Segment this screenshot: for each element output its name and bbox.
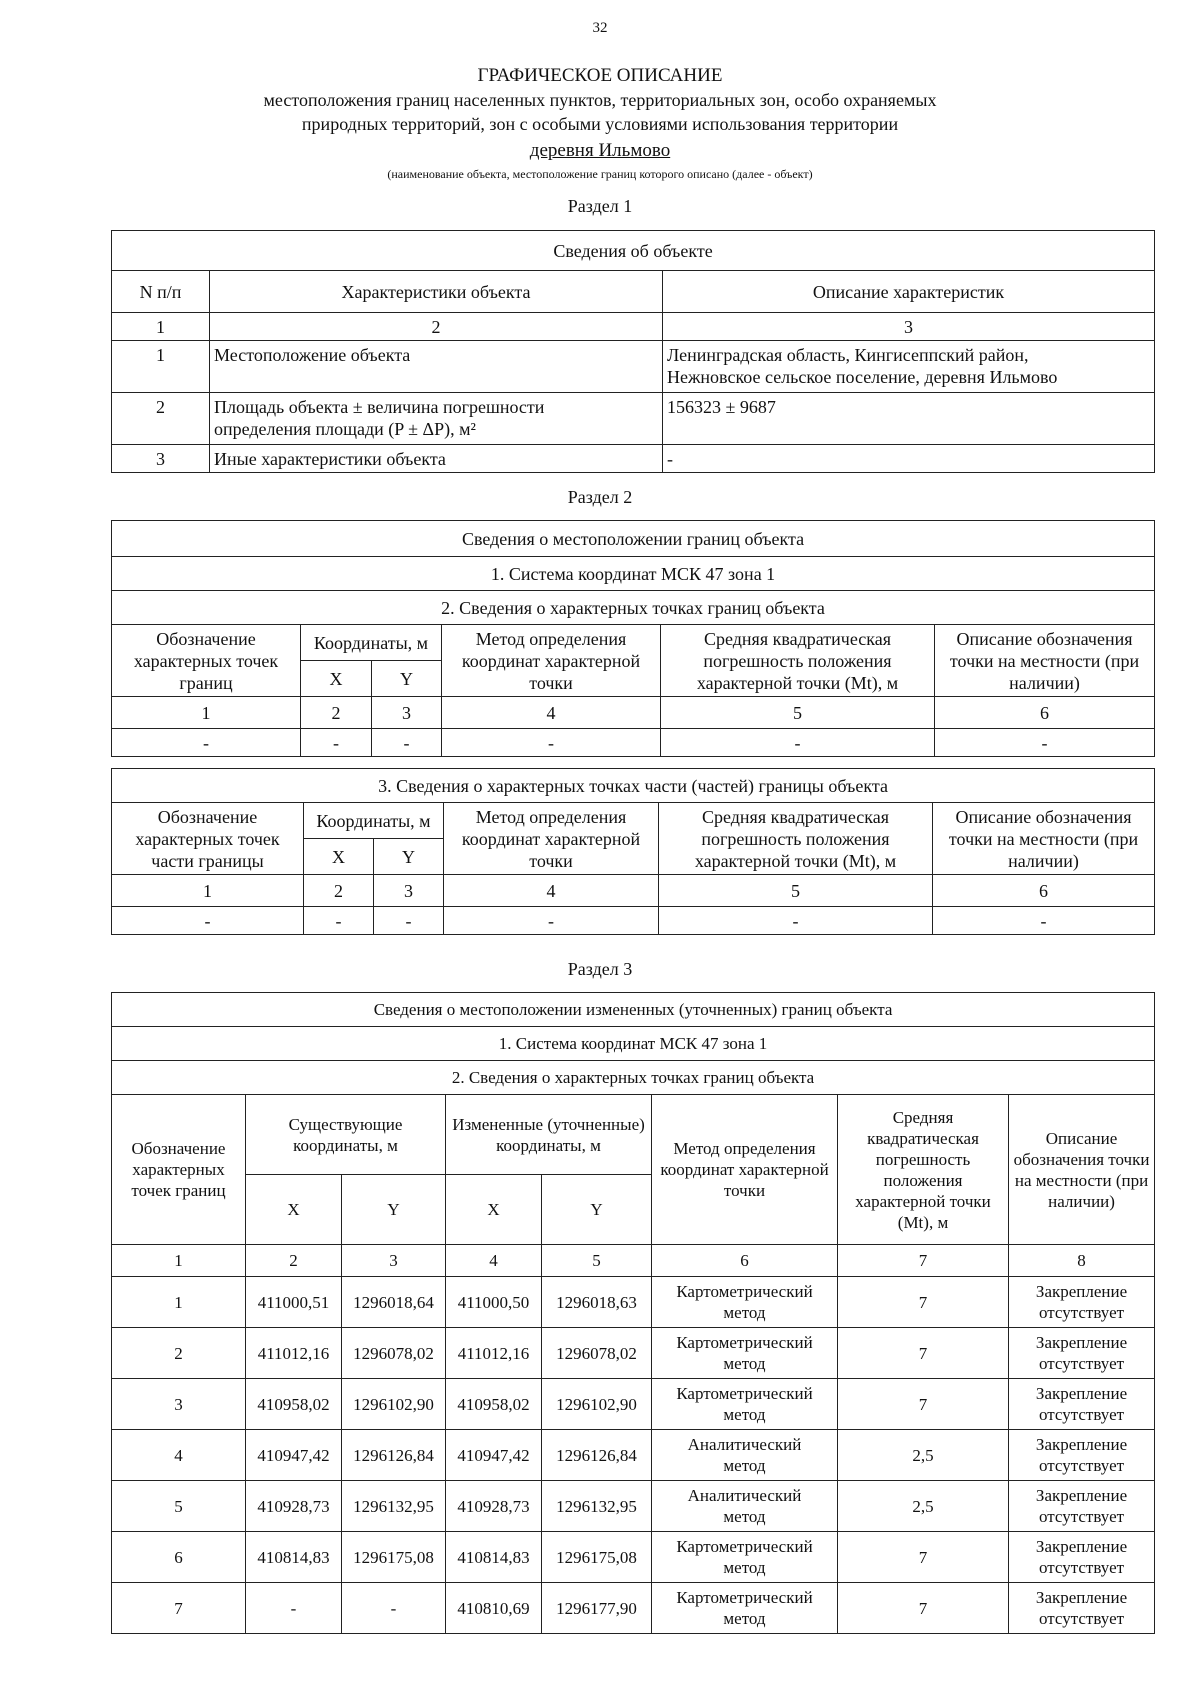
section1-column-number: 3 bbox=[663, 313, 1155, 341]
description-line: Закрепление bbox=[1035, 1282, 1128, 1301]
section3-table bbox=[111, 992, 1155, 1634]
table-row bbox=[112, 729, 1155, 757]
description-line: отсутствует bbox=[1039, 1405, 1125, 1424]
existing-x: 411012,16 bbox=[246, 1328, 342, 1379]
description-line: отсутствует bbox=[1039, 1456, 1125, 1475]
method-cell bbox=[652, 1379, 838, 1430]
description-line: Нежновское сельское поселение, деревня Ильмово bbox=[667, 367, 1058, 387]
existing-y: - bbox=[342, 1583, 446, 1634]
section1-column-number: 2 bbox=[210, 313, 663, 341]
existing-x: 411000,51 bbox=[246, 1277, 342, 1328]
document-subtitle-line2: природных территорий, зон с особыми условиями использования территории bbox=[301, 114, 899, 134]
header-changed-coordinates: Измененные (уточненные) координаты, м bbox=[446, 1095, 652, 1175]
table-row bbox=[112, 1583, 1155, 1634]
column-number: 1 bbox=[112, 875, 304, 907]
changed-x: 410810,69 bbox=[446, 1583, 542, 1634]
section1-column-number: 1 bbox=[112, 313, 210, 341]
header-method: Метод определения координат характерной точки bbox=[652, 1095, 838, 1245]
point-number: 1 bbox=[112, 1277, 246, 1328]
characteristic-cell: Иные характеристики объекта bbox=[210, 445, 663, 473]
table-row bbox=[112, 445, 1155, 473]
existing-x: 410947,42 bbox=[246, 1430, 342, 1481]
method-line: Картометрический bbox=[676, 1282, 813, 1301]
section3-table-title: Сведения о местоположении измененных (уточненных) границ объекта bbox=[112, 993, 1155, 1027]
empty-cell: - bbox=[301, 729, 372, 757]
points-table-body bbox=[112, 1277, 1155, 1634]
existing-y: 1296078,02 bbox=[342, 1328, 446, 1379]
empty-cell: - bbox=[112, 729, 301, 757]
document-title: ГРАФИЧЕСКОЕ ОПИСАНИЕ bbox=[477, 65, 723, 86]
header-method: Метод определения координат характерной точки bbox=[444, 803, 659, 875]
empty-cell: - bbox=[372, 729, 442, 757]
point-number: 3 bbox=[112, 1379, 246, 1430]
description-line: отсутствует bbox=[1039, 1558, 1125, 1577]
section1-label: Раздел 1 bbox=[567, 196, 633, 216]
method-line: метод bbox=[723, 1558, 766, 1577]
description-line: Закрепление bbox=[1035, 1333, 1128, 1352]
description-line: Закрепление bbox=[1035, 1486, 1128, 1505]
existing-x: 410814,83 bbox=[246, 1532, 342, 1583]
method-cell bbox=[652, 1430, 838, 1481]
table-row bbox=[112, 1277, 1155, 1328]
description-line: Закрепление bbox=[1035, 1435, 1128, 1454]
object-note: (наименование объекта, местоположение границ которого описано (далее - объект) bbox=[387, 167, 813, 181]
empty-cell: - bbox=[659, 907, 933, 935]
description-line: Закрепление bbox=[1035, 1384, 1128, 1403]
section1-header-characteristic: Характеристики объекта bbox=[210, 271, 663, 313]
object-name-line bbox=[0, 138, 1200, 163]
changed-y: 1296102,90 bbox=[542, 1379, 652, 1430]
header-changed-y: Y bbox=[542, 1175, 652, 1245]
method-line: Картометрический bbox=[676, 1588, 813, 1607]
header-error: Средняя квадратическая погрешность положения характерной точки (Mt), м bbox=[661, 625, 935, 697]
empty-cell: - bbox=[112, 907, 304, 935]
column-number: 5 bbox=[542, 1245, 652, 1277]
description-line: Ленинградская область, Кингисеппский район, bbox=[667, 345, 1029, 365]
header-changed-x: X bbox=[446, 1175, 542, 1245]
existing-y: 1296132,95 bbox=[342, 1481, 446, 1532]
method-line: Картометрический bbox=[676, 1537, 813, 1556]
column-number: 4 bbox=[442, 697, 661, 729]
description-cell: - bbox=[663, 445, 1155, 473]
header-designation: Обозначение характерных точек границ bbox=[112, 625, 301, 697]
description-cell bbox=[1009, 1532, 1155, 1583]
method-cell bbox=[652, 1277, 838, 1328]
header-designation-part: Обозначение характерных точек части границы bbox=[112, 803, 304, 875]
section3-coord-system: 1. Система координат МСК 47 зона 1 bbox=[112, 1027, 1155, 1061]
method-cell bbox=[652, 1328, 838, 1379]
method-line: метод bbox=[723, 1354, 766, 1373]
description-line: отсутствует bbox=[1039, 1609, 1125, 1628]
characteristic-cell bbox=[210, 341, 663, 393]
empty-cell: - bbox=[661, 729, 935, 757]
header-y: Y bbox=[374, 839, 444, 875]
description-line: Закрепление bbox=[1035, 1537, 1128, 1556]
object-name: деревня Ильмово bbox=[529, 140, 671, 161]
column-number: 2 bbox=[301, 697, 372, 729]
changed-y: 1296177,90 bbox=[542, 1583, 652, 1634]
section1-header-description: Описание характеристик bbox=[663, 271, 1155, 313]
column-number: 3 bbox=[342, 1245, 446, 1277]
header-description: Описание обозначения точки на местности (при наличии) bbox=[933, 803, 1155, 875]
description-line: отсутствует bbox=[1039, 1507, 1125, 1526]
section2-label: Раздел 2 bbox=[567, 487, 633, 507]
empty-cell: - bbox=[374, 907, 444, 935]
column-number: 4 bbox=[446, 1245, 542, 1277]
section2-table-title: Сведения о местоположении границ объекта bbox=[112, 521, 1155, 557]
header-existing-x: X bbox=[246, 1175, 342, 1245]
empty-cell: - bbox=[442, 729, 661, 757]
changed-x: 410947,42 bbox=[446, 1430, 542, 1481]
changed-x: 410958,02 bbox=[446, 1379, 542, 1430]
description-cell bbox=[1009, 1379, 1155, 1430]
mt-value: 7 bbox=[838, 1583, 1009, 1634]
document-subtitle-line1: местоположения границ населенных пунктов, территориальных зон, особо охраняемых bbox=[263, 90, 937, 110]
method-line: Аналитический bbox=[687, 1435, 802, 1454]
header-coordinates: Координаты, м bbox=[301, 625, 442, 661]
existing-x: 410928,73 bbox=[246, 1481, 342, 1532]
header-x: X bbox=[304, 839, 374, 875]
header-x: X bbox=[301, 661, 372, 697]
column-number: 4 bbox=[444, 875, 659, 907]
mt-value: 2,5 bbox=[838, 1481, 1009, 1532]
table-row bbox=[112, 1532, 1155, 1583]
mt-value: 2,5 bbox=[838, 1430, 1009, 1481]
mt-value: 7 bbox=[838, 1328, 1009, 1379]
point-number: 2 bbox=[112, 1328, 246, 1379]
column-number: 5 bbox=[659, 875, 933, 907]
header-coordinates: Координаты, м bbox=[304, 803, 444, 839]
description-cell bbox=[1009, 1328, 1155, 1379]
column-number: 8 bbox=[1009, 1245, 1155, 1277]
section3-points-subtitle: 2. Сведения о характерных точках границ объекта bbox=[112, 1061, 1155, 1095]
point-number: 5 bbox=[112, 1481, 246, 1532]
point-number: 7 bbox=[112, 1583, 246, 1634]
description-cell bbox=[663, 341, 1155, 393]
table-row bbox=[112, 907, 1155, 935]
document-header bbox=[0, 64, 1200, 183]
column-number: 2 bbox=[304, 875, 374, 907]
method-line: Картометрический bbox=[676, 1384, 813, 1403]
section1-table-title: Сведения об объекте bbox=[112, 231, 1155, 271]
mt-value: 7 bbox=[838, 1277, 1009, 1328]
header-existing-y: Y bbox=[342, 1175, 446, 1245]
section2-points-subtitle: 2. Сведения о характерных точках границ объекта bbox=[112, 591, 1155, 625]
header-y: Y bbox=[372, 661, 442, 697]
method-line: метод bbox=[723, 1456, 766, 1475]
method-line: Картометрический bbox=[676, 1333, 813, 1352]
header-designation: Обозначение характерных точек границ bbox=[112, 1095, 246, 1245]
table-row bbox=[112, 1328, 1155, 1379]
column-number: 1 bbox=[112, 697, 301, 729]
section1-header-number: N п/п bbox=[112, 271, 210, 313]
changed-y: 1296175,08 bbox=[542, 1532, 652, 1583]
method-line: метод bbox=[723, 1609, 766, 1628]
row-number: 2 bbox=[112, 393, 210, 445]
column-number: 5 bbox=[661, 697, 935, 729]
changed-y: 1296126,84 bbox=[542, 1430, 652, 1481]
table-row bbox=[112, 341, 1155, 393]
header-error: Средняя квадратическая погрешность положения характерной точки (Mt), м bbox=[659, 803, 933, 875]
empty-cell: - bbox=[935, 729, 1155, 757]
existing-y: 1296018,64 bbox=[342, 1277, 446, 1328]
existing-y: 1296126,84 bbox=[342, 1430, 446, 1481]
table-row bbox=[112, 393, 1155, 445]
mt-value: 7 bbox=[838, 1532, 1009, 1583]
description-cell bbox=[663, 393, 1155, 445]
method-line: Аналитический bbox=[687, 1486, 802, 1505]
changed-y: 1296132,95 bbox=[542, 1481, 652, 1532]
existing-y: 1296175,08 bbox=[342, 1532, 446, 1583]
section3-label: Раздел 3 bbox=[567, 959, 633, 979]
section2-coord-system: 1. Система координат МСК 47 зона 1 bbox=[112, 557, 1155, 591]
column-number: 6 bbox=[652, 1245, 838, 1277]
table-row bbox=[112, 1430, 1155, 1481]
method-line: метод bbox=[723, 1303, 766, 1322]
existing-x: 410958,02 bbox=[246, 1379, 342, 1430]
characteristic-line: определения площади (P ± ΔP), м² bbox=[214, 419, 476, 439]
description-cell bbox=[1009, 1481, 1155, 1532]
header-existing-coordinates: Существующие координаты, м bbox=[246, 1095, 446, 1175]
header-method: Метод определения координат характерной точки bbox=[442, 625, 661, 697]
mt-value: 7 bbox=[838, 1379, 1009, 1430]
existing-y: 1296102,90 bbox=[342, 1379, 446, 1430]
section2-table bbox=[111, 520, 1155, 757]
point-number: 4 bbox=[112, 1430, 246, 1481]
column-number: 2 bbox=[246, 1245, 342, 1277]
changed-x: 410814,83 bbox=[446, 1532, 542, 1583]
empty-cell: - bbox=[933, 907, 1155, 935]
description-line: Закрепление bbox=[1035, 1588, 1128, 1607]
method-cell bbox=[652, 1583, 838, 1634]
column-number: 1 bbox=[112, 1245, 246, 1277]
section1-table bbox=[111, 230, 1155, 473]
method-cell bbox=[652, 1532, 838, 1583]
table-row bbox=[112, 1481, 1155, 1532]
header-error: Средняя квадратическая погрешность положения характерной точки (Mt), м bbox=[838, 1095, 1009, 1245]
method-line: метод bbox=[723, 1507, 766, 1526]
changed-x: 410928,73 bbox=[446, 1481, 542, 1532]
changed-y: 1296078,02 bbox=[542, 1328, 652, 1379]
changed-y: 1296018,63 bbox=[542, 1277, 652, 1328]
column-number: 6 bbox=[935, 697, 1155, 729]
method-line: метод bbox=[723, 1405, 766, 1424]
method-cell bbox=[652, 1481, 838, 1532]
characteristic-line: Площадь объекта ± величина погрешности bbox=[214, 397, 545, 417]
description-cell bbox=[1009, 1430, 1155, 1481]
description-line: 156323 ± 9687 bbox=[667, 397, 776, 417]
description-cell bbox=[1009, 1277, 1155, 1328]
row-number: 1 bbox=[112, 341, 210, 393]
characteristic-cell bbox=[210, 393, 663, 445]
header-description: Описание обозначения точки на местности (при наличии) bbox=[935, 625, 1155, 697]
description-cell bbox=[1009, 1583, 1155, 1634]
column-number: 6 bbox=[933, 875, 1155, 907]
row-number: 3 bbox=[112, 445, 210, 473]
column-number: 3 bbox=[374, 875, 444, 907]
existing-x: - bbox=[246, 1583, 342, 1634]
empty-cell: - bbox=[444, 907, 659, 935]
page-number: 32 bbox=[592, 20, 608, 36]
table-row bbox=[112, 1379, 1155, 1430]
column-number: 3 bbox=[372, 697, 442, 729]
changed-x: 411012,16 bbox=[446, 1328, 542, 1379]
header-description: Описание обозначения точки на местности (при наличии) bbox=[1009, 1095, 1155, 1245]
description-line: отсутствует bbox=[1039, 1354, 1125, 1373]
changed-x: 411000,50 bbox=[446, 1277, 542, 1328]
characteristic-line: Местоположение объекта bbox=[214, 345, 411, 365]
description-line: отсутствует bbox=[1039, 1303, 1125, 1322]
section2-parts-subtitle: 3. Сведения о характерных точках части (частей) границы объекта bbox=[112, 769, 1155, 803]
empty-cell: - bbox=[304, 907, 374, 935]
column-number: 7 bbox=[838, 1245, 1009, 1277]
point-number: 6 bbox=[112, 1532, 246, 1583]
section2-parts-table bbox=[111, 768, 1155, 935]
